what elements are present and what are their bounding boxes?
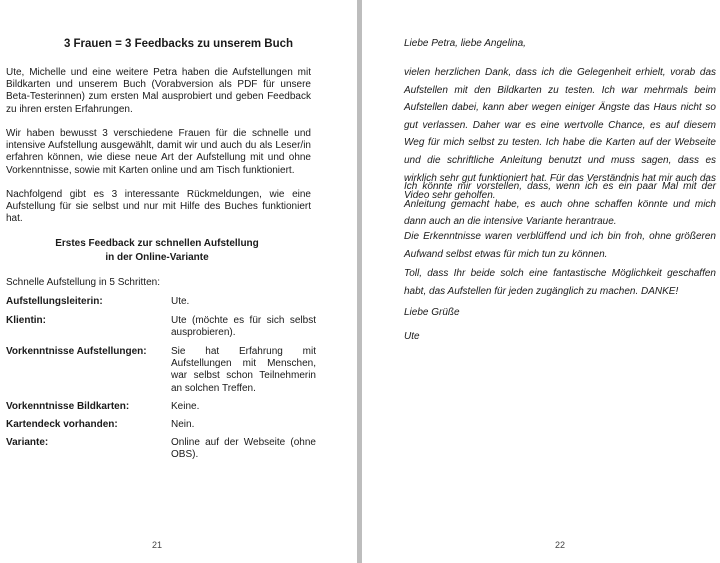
section-title — [0, 237, 314, 265]
letter-regards: Liebe Grüße — [404, 307, 460, 318]
letter-paragraph-insights: Die Erkenntnisse waren verblüffend und ich bin froh, ohne größeren Aufwand selbst etwas für mich tun zu können. — [404, 231, 716, 260]
info-key: Vorkenntnisse Bildkarten: — [6, 401, 130, 412]
info-value: Ute (möchte es für sich selbst ausprobieren). — [171, 315, 316, 339]
letter-paragraph-closing: Toll, dass Ihr beide solch eine fantastische Möglichkeit geschaffen habt, das Aufstellen für jeden zugänglich zu machen. DANKE! — [404, 268, 716, 297]
overview-paragraph: Nachfolgend gibt es 3 interessante Rückmeldungen, wie eine Aufstellung für sie selbst und nur mit Hilfe des Buches funktioniert hat. — [6, 189, 311, 225]
info-key: Kartendeck vorhanden: — [6, 419, 118, 430]
info-value: Sie hat Erfahrung mit Aufstellungen mit Menschen, war selbst schon Teilnehmerin an solchen Treffen. — [171, 346, 316, 394]
info-key: Klientin: — [6, 315, 46, 326]
info-value: Keine. — [171, 401, 200, 412]
info-key: Aufstellungsleiterin: — [6, 296, 103, 307]
info-value: Ute. — [171, 296, 190, 307]
page-title: 3 Frauen = 3 Feedbacks zu unserem Buch — [63, 38, 294, 50]
selection-paragraph: Wir haben bewusst 3 verschiedene Frauen für die schnelle und intensive Aufstellung ausgewählt, damit wir und auch du als Leser/in erfahren können, wie diese neue Art der Aufstellung mit und ohne Vorkenntnisse, sowie mit Karten online und am Tisch funktioniert. — [6, 128, 311, 176]
letter-paragraph-thanks: vielen herzlichen Dank, dass ich die Gelegenheit erhielt, vorab das Aufstellen mit den Bildkarten zu testen. Ich war mehrmals beim Aufstellen dabei, kann aber wegen einiger Ängste das Haus nicht so gut verlassen. Daher war es eine wertvolle Chance, es auf diesem Weg für mich selbst zu testen. Ich habe die Karten auf der Webseite und die schriftliche Anleitung benutzt und muss sagen, dass es wirklich sehr gut funktioniert hat. Für das Verständnis hat mir auch das Video sehr geholfen. — [404, 67, 716, 202]
info-key: Vorkenntnisse Aufstellungen: — [6, 346, 147, 357]
info-value: Nein. — [171, 419, 195, 430]
right-page — [362, 0, 720, 563]
section-title-line-1: Erstes Feedback zur schnellen Aufstellung — [55, 238, 259, 249]
letter-greeting: Liebe Petra, liebe Angelina, — [404, 38, 526, 49]
letter-paragraph-future: Ich könnte mir vorstellen, dass, wenn ich es ein paar Mal mit der Anleitung gemacht habe, es auch ohne schaffen könnte und mich dann auch an die intensive Variante herantraue. — [404, 181, 716, 228]
page-number: 21 — [152, 540, 163, 550]
info-value: Online auf der Webseite (ohne OBS). — [171, 437, 316, 461]
intro-paragraph: Ute, Michelle und eine weitere Petra haben die Aufstellungen mit Bildkarten und unserem Buch (Vorabversion als PDF für unsere Beta-Testerinnen) zum ersten Mal ausprobiert und geben Feedback zu ihren ersten Erfahrungen. — [6, 67, 311, 115]
left-page — [0, 0, 357, 563]
section-title-line-2: in der Online-Variante — [105, 252, 209, 263]
info-key: Variante: — [6, 437, 49, 448]
steps-lead: Schnelle Aufstellung in 5 Schritten: — [6, 277, 160, 288]
letter-signature: Ute — [404, 331, 420, 342]
page-number: 22 — [555, 540, 566, 550]
